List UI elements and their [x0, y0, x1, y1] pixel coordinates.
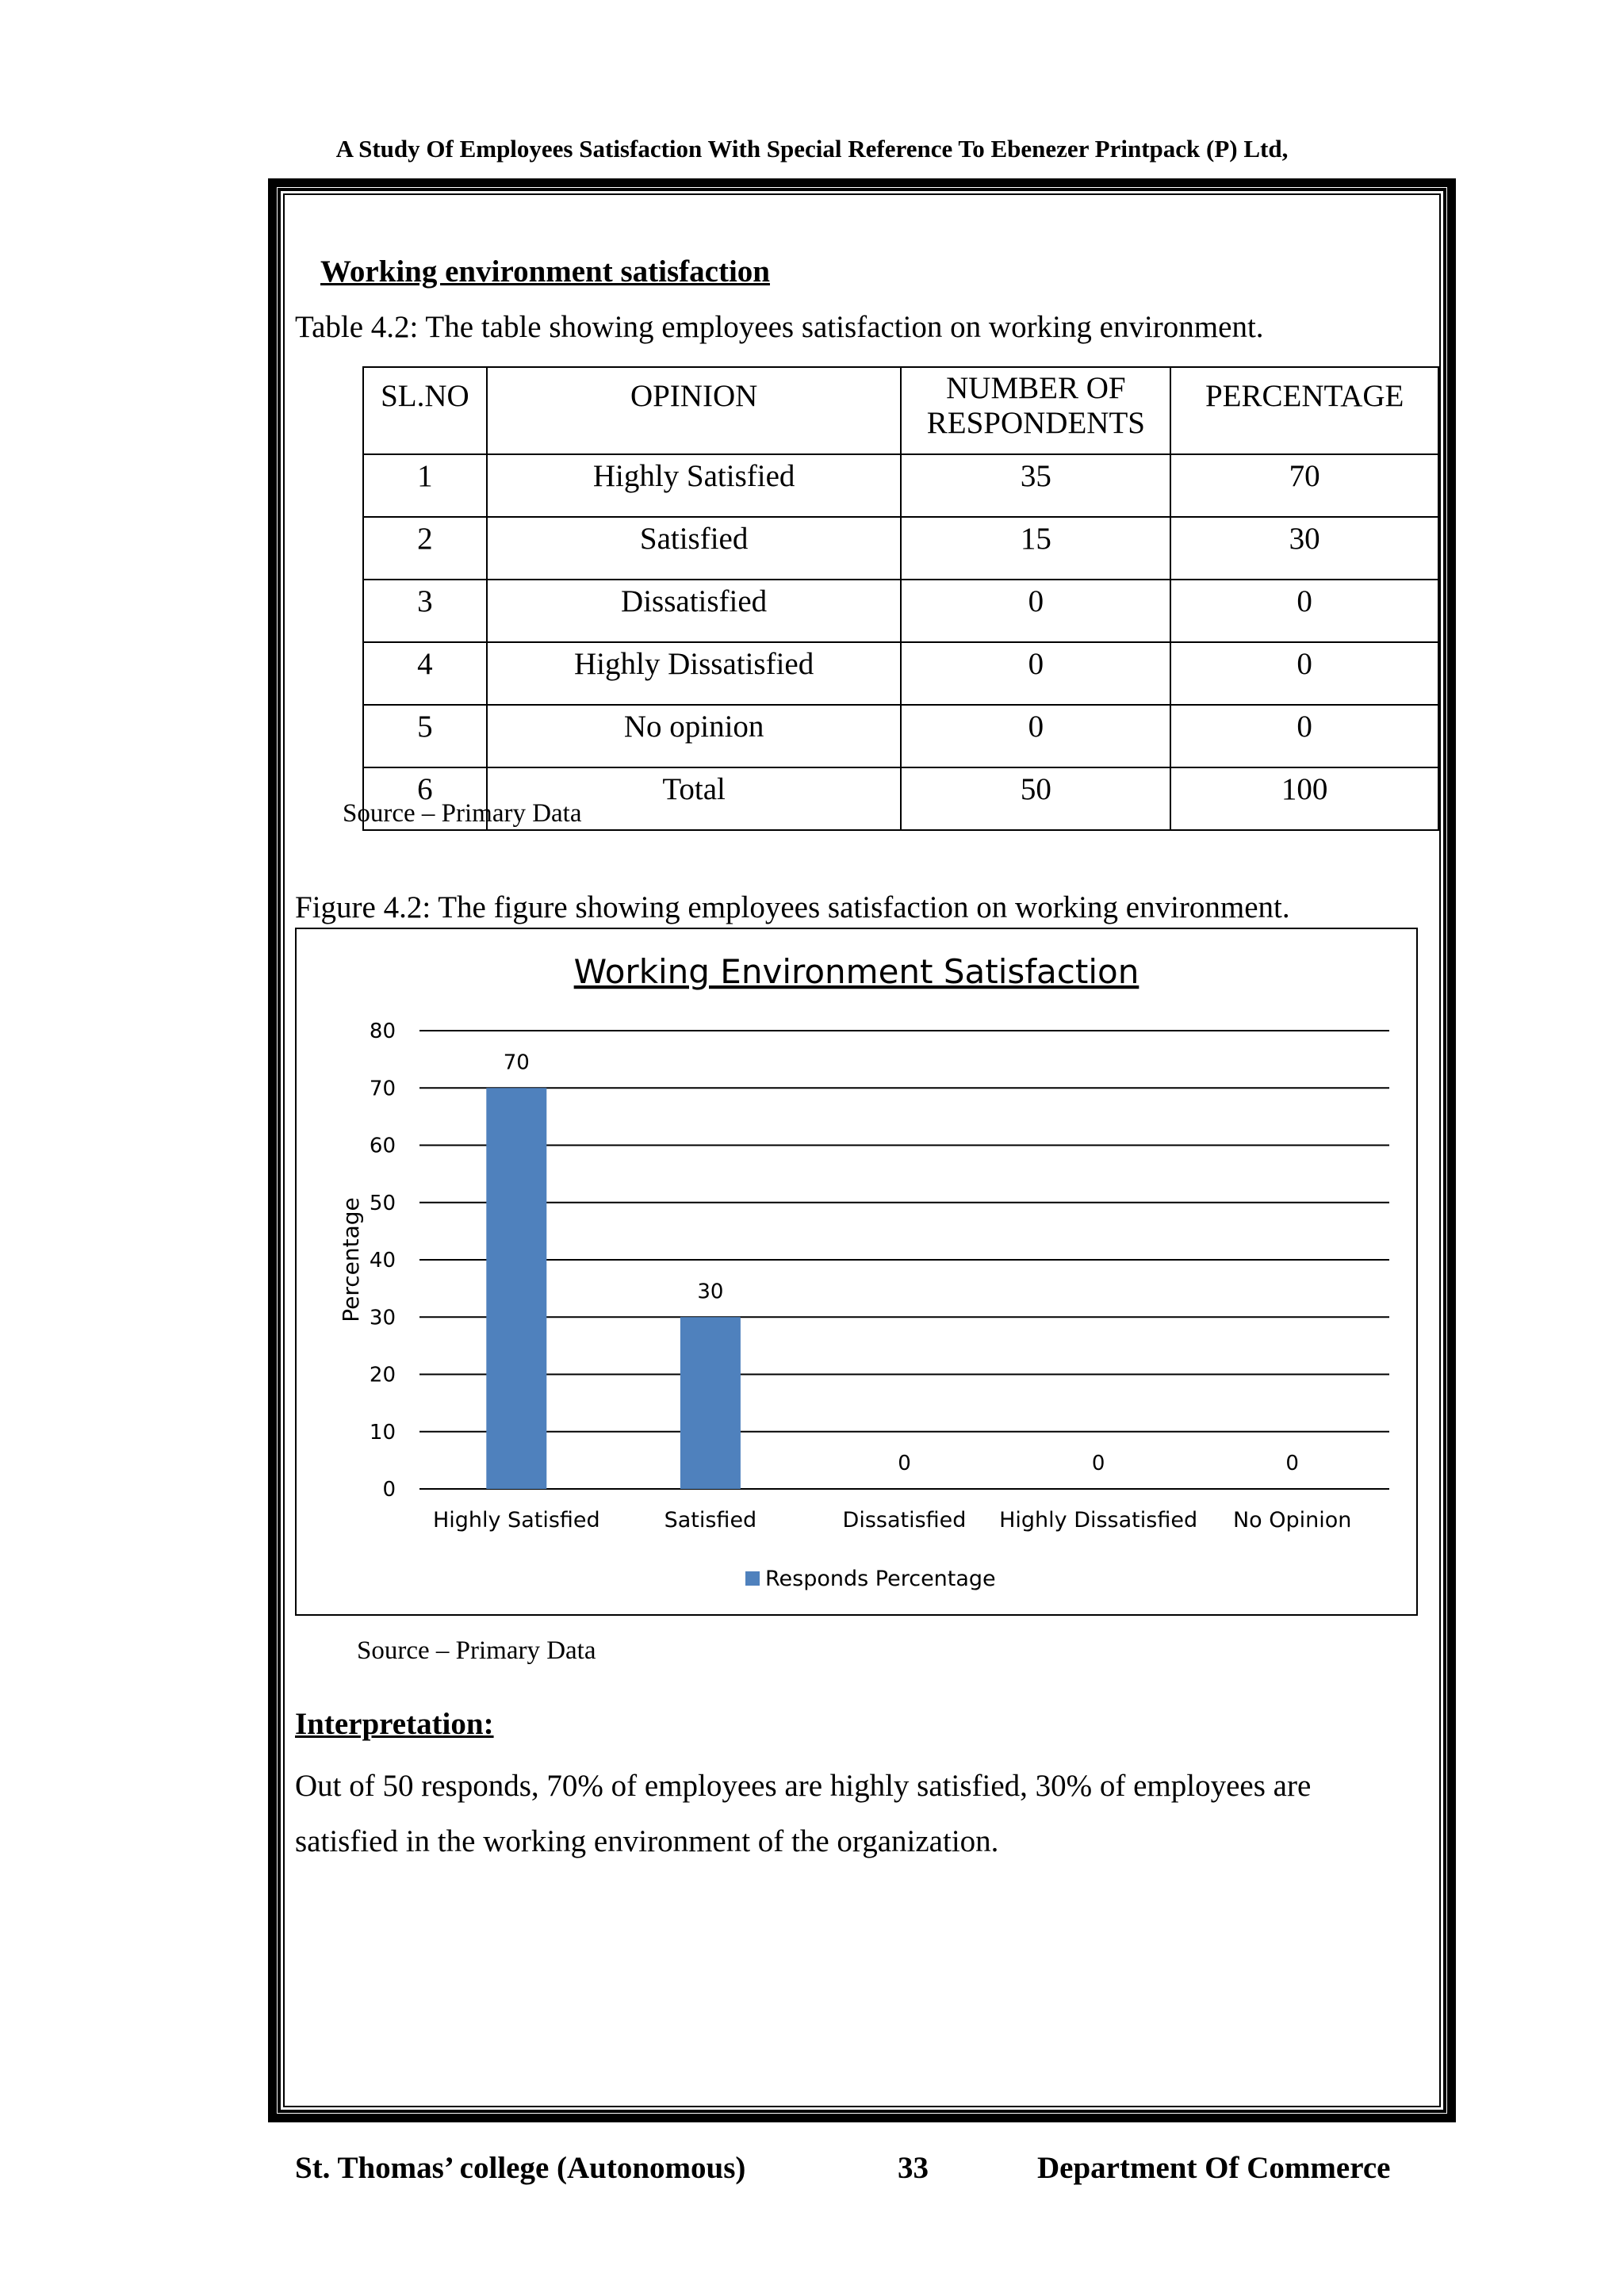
- bar-chart: [297, 929, 1416, 1614]
- cell-sl-no: 6: [363, 767, 487, 830]
- table-row: [363, 454, 1438, 517]
- header-opinion: OPINION: [487, 367, 902, 454]
- bar-satisfied: [680, 1317, 741, 1489]
- y-tick-label: 0: [382, 1478, 396, 1502]
- table-row: [363, 642, 1438, 705]
- table-row: [363, 705, 1438, 767]
- x-tick-label: Highly Dissatisfied: [999, 1508, 1198, 1533]
- cell-percentage: 0: [1170, 642, 1438, 705]
- footer-left: St. Thomas’ college (Autonomous): [295, 2151, 746, 2185]
- cell-sl-no: 1: [363, 454, 487, 517]
- chart-box: [295, 928, 1418, 1616]
- cell-opinion: Total: [487, 767, 902, 830]
- footer-page-number: 33: [898, 2151, 929, 2185]
- chart-title: Working Environment Satisfaction: [573, 952, 1139, 991]
- cell-percentage: 0: [1170, 705, 1438, 767]
- table-header-row: [363, 367, 1438, 454]
- footer-right: Department Of Commerce: [1037, 2151, 1391, 2185]
- data-label: 0: [898, 1452, 911, 1475]
- x-tick-label: Dissatisfied: [842, 1508, 967, 1533]
- x-tick-label: Highly Satisfied: [432, 1508, 600, 1533]
- header-sl-no: SL.NO: [363, 367, 487, 454]
- cell-respondents: 0: [901, 642, 1170, 705]
- interpretation-text: Out of 50 responds, 70% of employees are highly satisfied, 30% of employees are satisfied in the working environment of the organization.: [295, 1769, 1312, 1858]
- y-tick-label: 30: [369, 1306, 396, 1330]
- figure-caption: Figure 4.2: The figure showing employees satisfaction on working environment.: [295, 890, 1290, 924]
- cell-percentage: 30: [1170, 517, 1438, 580]
- y-tick-label: 20: [369, 1363, 396, 1387]
- data-label: 0: [1091, 1452, 1105, 1475]
- table-caption: Table 4.2: The table showing employees satisfaction on working environment.: [295, 310, 1264, 344]
- cell-opinion: No opinion: [487, 705, 902, 767]
- cell-percentage: 0: [1170, 580, 1438, 642]
- cell-respondents: 0: [901, 580, 1170, 642]
- interpretation-heading: Interpretation:: [295, 1707, 494, 1741]
- cell-sl-no: 3: [363, 580, 487, 642]
- cell-sl-no: 4: [363, 642, 487, 705]
- cell-percentage: 70: [1170, 454, 1438, 517]
- satisfaction-table: [362, 366, 1439, 831]
- table-source: Source – Primary Data: [343, 799, 582, 828]
- header-percentage: PERCENTAGE: [1170, 367, 1438, 454]
- legend-swatch: [745, 1571, 760, 1586]
- running-header: A Study Of Employees Satisfaction With Special Reference To Ebenezer Printpack (P) Ltd,: [335, 135, 1289, 163]
- y-tick-label: 40: [369, 1249, 396, 1272]
- header-number-of-respondents: NUMBER OF RESPONDENTS: [901, 367, 1170, 454]
- cell-respondents: 35: [901, 454, 1170, 517]
- cell-sl-no: 2: [363, 517, 487, 580]
- data-label: 0: [1285, 1452, 1299, 1475]
- cell-opinion: Dissatisfied: [487, 580, 902, 642]
- cell-opinion: Highly Dissatisfied: [487, 642, 902, 705]
- y-tick-label: 50: [369, 1191, 396, 1215]
- y-tick-label: 60: [369, 1134, 396, 1158]
- data-label: 70: [503, 1050, 530, 1075]
- cell-respondents: 15: [901, 517, 1170, 580]
- x-tick-label: No Opinion: [1232, 1508, 1352, 1533]
- table-row: [363, 580, 1438, 642]
- cell-respondents: 50: [901, 767, 1170, 830]
- cell-opinion: Satisfied: [487, 517, 902, 580]
- table-row: [363, 517, 1438, 580]
- y-tick-label: 80: [369, 1020, 396, 1043]
- bar-highly-satisfied: [486, 1088, 546, 1489]
- legend-label: Responds Percentage: [765, 1567, 996, 1591]
- figure-source: Source – Primary Data: [357, 1636, 596, 1665]
- y-tick-label: 10: [369, 1420, 396, 1445]
- data-label: 30: [697, 1280, 724, 1304]
- x-tick-label: Satisfied: [664, 1508, 757, 1533]
- cell-opinion: Highly Satisfied: [487, 454, 902, 517]
- cell-percentage: 100: [1170, 767, 1438, 830]
- y-axis-label: Percentage: [338, 1197, 364, 1322]
- y-tick-label: 70: [369, 1077, 396, 1101]
- section-heading: Working environment satisfaction: [320, 254, 770, 289]
- cell-sl-no: 5: [363, 705, 487, 767]
- cell-respondents: 0: [901, 705, 1170, 767]
